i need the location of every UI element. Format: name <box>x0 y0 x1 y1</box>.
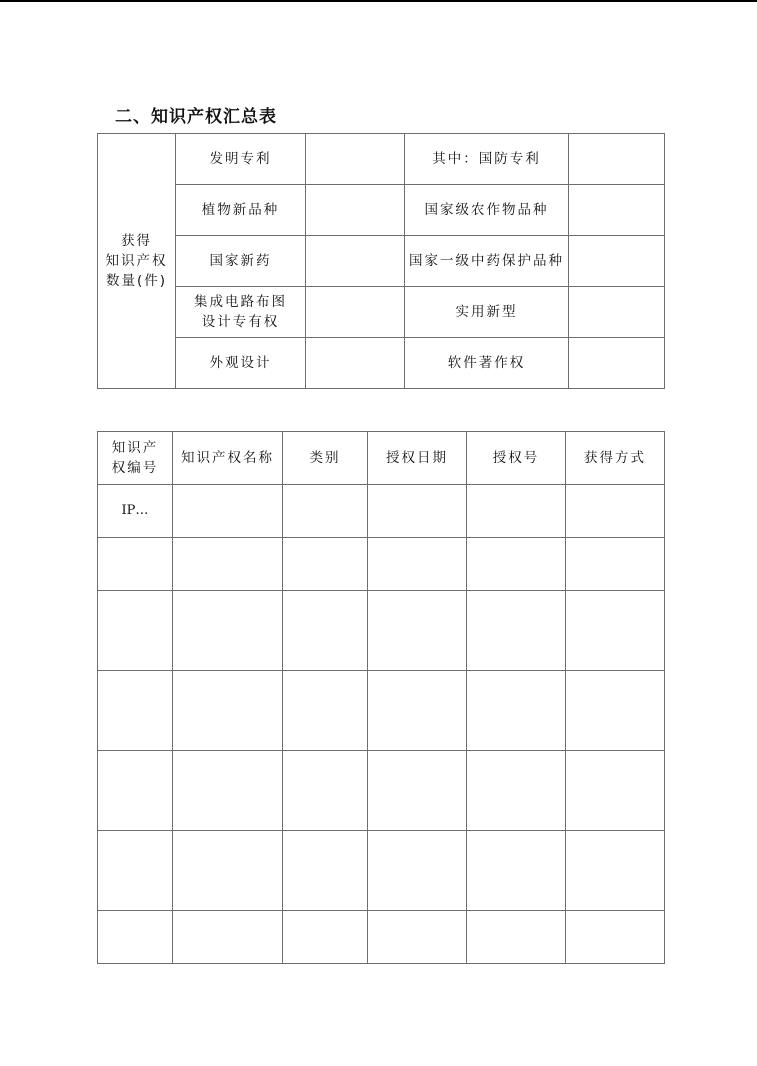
table-cell[interactable] <box>173 831 283 911</box>
table-row <box>98 591 665 671</box>
summary-label <box>176 287 306 338</box>
ip-id-cell[interactable]: IP… <box>98 485 173 538</box>
table-cell[interactable] <box>467 911 566 964</box>
table-row <box>98 831 665 911</box>
summary-label-line: 设计专有权 <box>201 314 280 330</box>
summary-value-cell[interactable] <box>569 338 665 389</box>
summary-value-cell[interactable] <box>569 185 665 236</box>
summary-value-cell[interactable] <box>569 236 665 287</box>
table-cell[interactable] <box>283 591 368 671</box>
table-cell[interactable] <box>467 538 566 591</box>
table-header-row <box>98 432 665 485</box>
header-category: 类别 <box>283 432 368 485</box>
table-cell[interactable] <box>566 911 665 964</box>
table-cell[interactable] <box>566 485 665 538</box>
table-row <box>98 485 665 538</box>
header-grant-number: 授权号 <box>467 432 566 485</box>
table-cell[interactable] <box>368 485 467 538</box>
table-cell[interactable] <box>98 831 173 911</box>
summary-value-cell[interactable] <box>306 236 405 287</box>
ip-summary-table <box>97 133 665 389</box>
table-cell[interactable] <box>566 671 665 751</box>
table-cell[interactable] <box>368 538 467 591</box>
header-line: 知识产 <box>111 440 159 456</box>
summary-label: 实用新型 <box>405 287 569 338</box>
summary-value-cell[interactable] <box>306 287 405 338</box>
summary-value-cell[interactable] <box>306 134 405 185</box>
table-cell[interactable] <box>98 911 173 964</box>
table-cell[interactable] <box>283 831 368 911</box>
table-cell[interactable] <box>566 591 665 671</box>
table-cell[interactable] <box>173 671 283 751</box>
table-row <box>98 911 665 964</box>
table-cell[interactable] <box>173 485 283 538</box>
summary-label: 软件著作权 <box>405 338 569 389</box>
summary-value-cell[interactable] <box>569 287 665 338</box>
header-line: 权编号 <box>111 460 159 476</box>
table-cell[interactable] <box>283 911 368 964</box>
table-cell[interactable] <box>566 831 665 911</box>
table-cell[interactable] <box>368 831 467 911</box>
header-grant-date: 授权日期 <box>368 432 467 485</box>
summary-value-cell[interactable] <box>569 134 665 185</box>
table-cell[interactable] <box>283 485 368 538</box>
row-header-line: 数量(件) <box>105 273 168 289</box>
row-header-line: 获得 <box>121 233 152 249</box>
header-ip-name: 知识产权名称 <box>173 432 283 485</box>
top-rule <box>0 0 757 2</box>
table-cell[interactable] <box>368 591 467 671</box>
summary-label: 国家一级中药保护品种 <box>405 236 569 287</box>
table-row <box>98 671 665 751</box>
table-cell[interactable] <box>467 671 566 751</box>
table-cell[interactable] <box>467 831 566 911</box>
table-cell[interactable] <box>566 538 665 591</box>
table-cell[interactable] <box>467 751 566 831</box>
summary-row-header <box>98 134 176 389</box>
table-cell[interactable] <box>173 591 283 671</box>
row-header-line: 知识产权 <box>105 253 168 269</box>
summary-label: 植物新品种 <box>176 185 306 236</box>
table-cell[interactable] <box>173 911 283 964</box>
header-acquisition-method: 获得方式 <box>566 432 665 485</box>
table-cell[interactable] <box>467 485 566 538</box>
summary-label: 外观设计 <box>176 338 306 389</box>
summary-label-line: 集成电路布图 <box>194 294 287 310</box>
table-cell[interactable] <box>98 671 173 751</box>
table-cell[interactable] <box>98 751 173 831</box>
ip-detail-table <box>97 431 665 964</box>
table-cell[interactable] <box>173 751 283 831</box>
summary-value-cell[interactable] <box>306 185 405 236</box>
summary-row <box>98 338 665 389</box>
summary-label: 国家级农作物品种 <box>405 185 569 236</box>
table-cell[interactable] <box>283 538 368 591</box>
summary-label: 发明专利 <box>176 134 306 185</box>
summary-row <box>98 287 665 338</box>
table-cell[interactable] <box>368 671 467 751</box>
section-title: 二、知识产权汇总表 <box>115 107 277 127</box>
summary-label: 国家新药 <box>176 236 306 287</box>
table-cell[interactable] <box>98 591 173 671</box>
summary-label: 其中：国防专利 <box>405 134 569 185</box>
summary-value-cell[interactable] <box>306 338 405 389</box>
table-cell[interactable] <box>173 538 283 591</box>
table-cell[interactable] <box>283 671 368 751</box>
table-cell[interactable] <box>368 751 467 831</box>
summary-row <box>98 236 665 287</box>
table-cell[interactable] <box>368 911 467 964</box>
summary-row <box>98 185 665 236</box>
table-cell[interactable] <box>566 751 665 831</box>
header-ip-id <box>98 432 173 485</box>
table-cell[interactable] <box>98 538 173 591</box>
table-row <box>98 751 665 831</box>
table-cell[interactable] <box>283 751 368 831</box>
table-cell[interactable] <box>467 591 566 671</box>
summary-row <box>98 134 665 185</box>
table-row <box>98 538 665 591</box>
